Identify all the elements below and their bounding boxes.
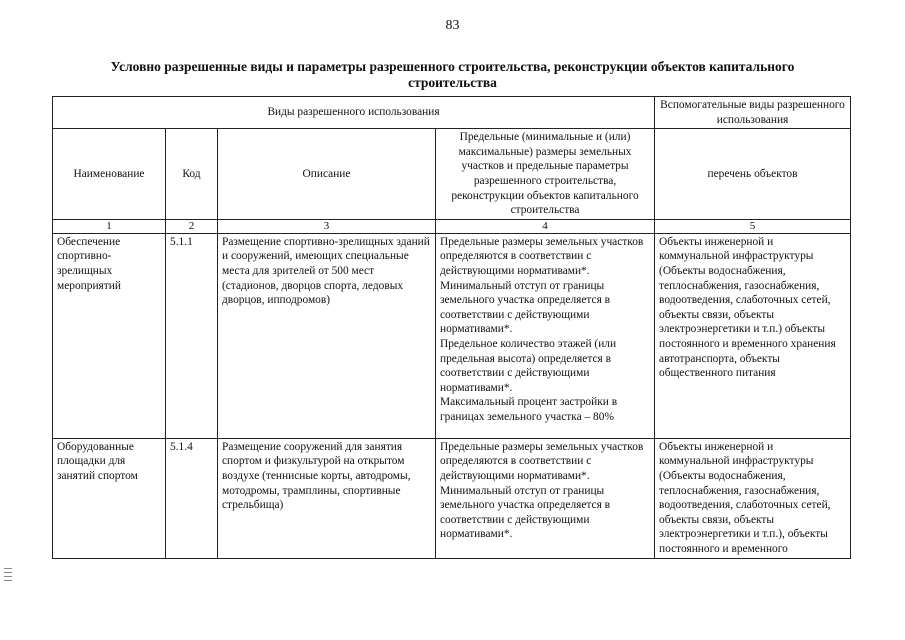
row-description: Размещение спортивно-зрелищных зданий и сооружений, имеющих специальные места для зрителей от 500 мест (стадионов, дворцов спорта, ледовых дворцов, ипподромов) [218,233,436,438]
column-number: 3 [218,219,436,233]
limits-paragraph: Предельные размеры земельных участков определяются в соответствии с действующими нормативами*. [440,235,644,277]
row-code: 5.1.1 [166,233,218,438]
header-aux-uses: Вспомогательные виды разрешенного использования [655,97,851,129]
document-title: Условно разрешенные виды и параметры разрешенного строительства, реконструкции объектов капитального строительства [110,59,795,90]
header-group-row [53,97,851,129]
land-use-table [52,96,851,559]
header-description: Описание [218,129,436,220]
header-limits: Предельные (минимальные и (или) максимальные) размеры земельных участков и предельные параметры разрешенного строительства, реконструкции объектов капитального строительства [436,129,655,220]
row-name: Обеспечение спортивно-зрелищных мероприятий [53,233,166,438]
table-row [53,233,851,438]
row-limits [436,233,655,438]
table-row [53,438,851,558]
row-code: 5.1.4 [166,438,218,558]
row-name: Оборудованные площадки для занятий спортом [53,438,166,558]
header-numbers-row [53,219,851,233]
limits-paragraph: Минимальный отступ от границы земельного участка определяется в соответствии с действующими нормативами*. [440,484,611,541]
header-name: Наименование [53,129,166,220]
page-number: 83 [445,18,460,33]
row-limits [436,438,655,558]
column-number: 1 [53,219,166,233]
limits-paragraph: Предельные размеры земельных участков определяются в соответствии с действующими нормативами*. [440,440,644,482]
limits-paragraph: Минимальный отступ от границы земельного участка определяется в соответствии с действующими нормативами*. [440,279,611,336]
header-code: Код [166,129,218,220]
header-columns-row [53,129,851,220]
column-number: 4 [436,219,655,233]
column-number: 5 [655,219,851,233]
header-objects-list: перечень объектов [655,129,851,220]
row-description: Размещение сооружений для занятия спортом и физкультурой на открытом воздухе (теннисные корты, автодромы, мотодромы, трамплины, спортивные стрельбища) [218,438,436,558]
header-main-uses: Виды разрешенного использования [53,97,655,129]
scan-margin-marks [4,568,12,588]
limits-paragraph: Предельное количество этажей (или предельная высота) определяется в соответствии с действующими нормативами*. [440,337,617,394]
column-number: 2 [166,219,218,233]
row-aux-objects: Объекты инженерной и коммунальной инфраструктуры (Объекты водоснабжения, теплоснабжения, газоснабжения, водоотведения, слаботочных сетей, объекты связи, объекты электроэнергетики и т.п.) объекты постоянного и временного хранения автотранспорта, объекты общественного питания [655,233,851,438]
limits-paragraph: Максимальный процент застройки в границах земельного участка – 80% [440,396,618,423]
row-aux-objects: Объекты инженерной и коммунальной инфраструктуры (Объекты водоснабжения, теплоснабжения, газоснабжения, водоотведения, слаботочных сетей, объекты связи, объекты электроэнергетики и т.п.), объекты постоянного и временного [655,438,851,558]
